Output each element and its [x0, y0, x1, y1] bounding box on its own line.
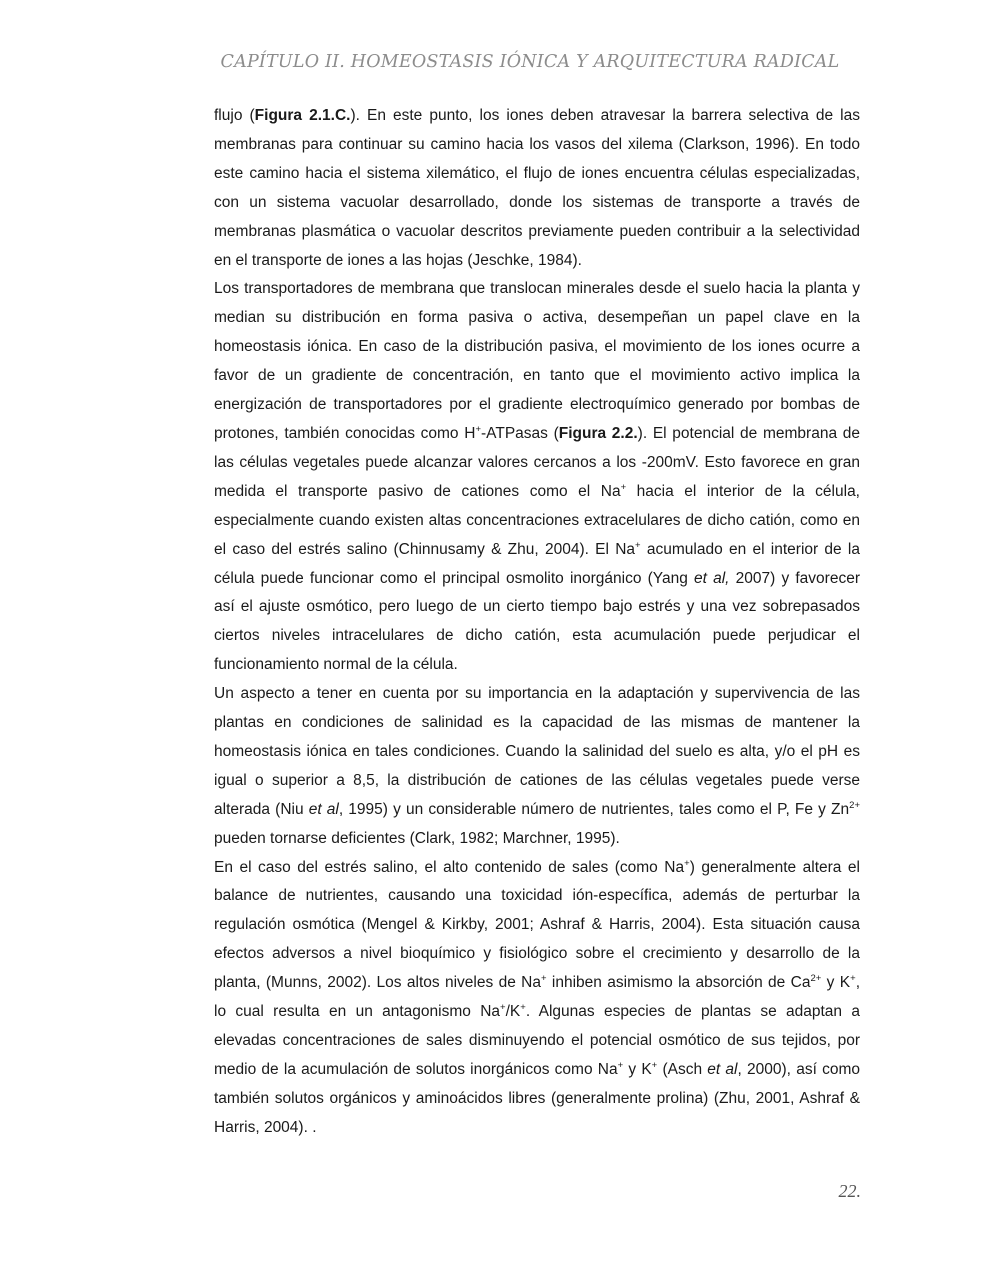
superscript: + — [520, 1002, 526, 1014]
text-run: 2007) y favorecer así el ajuste osmótico, pero luego de un cierto tiempo bajo estrés y una vez sobrepasados ciertos niveles intracelulares de dicho catión, esta acumulación puede perjudicar el funcionamiento normal de la célula. — [214, 569, 860, 674]
text-run: ). El potencial de membrana de las células vegetales puede alcanzar valores cercanos a los -200mV. Esto favorece en gran medida el transporte pasivo de cationes como el Na — [214, 424, 860, 500]
text-run: -ATPasas ( — [481, 424, 559, 442]
text-run: Un aspecto a tener en cuenta por su importancia en la adaptación y supervivencia de las plantas en condiciones de salinidad es la capacidad de las mismas de mantener la homeostasis iónica en tales condiciones. Cuando la salinidad del suelo es alta, y/o el pH es igual o superior a 8,5, la distribución de cationes de las células vegetales puede verse alterada (Niu — [214, 685, 860, 818]
figure-reference: Figura 2.1.C. — [254, 107, 351, 124]
text-run: En el caso del estrés salino, el alto contenido de sales (como Na — [214, 858, 685, 876]
text-run: y K — [821, 974, 851, 992]
superscript: 2+ — [810, 973, 822, 985]
text-run: acumulado en el interior de la célula puede funcionar como el principal osmolito inorgánico (Yang — [214, 540, 860, 587]
paragraph-1 — [214, 102, 860, 275]
text-run: (Asch — [657, 1060, 708, 1078]
text-run: y K — [623, 1060, 652, 1078]
figure-reference: Figura 2.2. — [558, 424, 638, 442]
superscript: 2+ — [849, 799, 860, 811]
italic-text: et al — [707, 1060, 738, 1078]
superscript: + — [651, 1059, 658, 1071]
paragraph-3 — [214, 680, 860, 853]
paragraph-2 — [214, 275, 860, 680]
text-run: flujo ( — [214, 107, 255, 124]
paragraph-4 — [214, 854, 860, 1143]
italic-text: et al, — [694, 569, 730, 587]
text-run: hacia el interior de la célula, especialmente cuando existen altas concentraciones extracelulares de dicho catión, como en el caso del estrés salino (Chinnusamy & Zhu, 2004). El Na — [214, 482, 860, 558]
text-run: , 2000), así como también solutos orgánicos y aminoácidos libres (generalmente prolina) (Zhu, 2001, Ashraf & Harris, 2004). . — [214, 1060, 860, 1136]
text-run: . Algunas especies de plantas se adaptan a elevadas concentraciones de sales disminuyendo el potencial osmótico de sus tejidos, por medio de la acumulación de solutos inorgánicos como Na — [214, 1003, 860, 1078]
superscript: + — [475, 423, 481, 435]
superscript: + — [850, 973, 856, 985]
superscript: + — [635, 539, 641, 551]
text-run: ). En este punto, los iones deben atravesar la barrera selectiva de las membranas para continuar su camino hacia los vasos del xilema (Clarkson, 1996). En todo este camino hacia el sistema xilemático, el flujo de iones encuentra células especializadas, con un sistema vacuolar desarrollado, donde los sistemas de transporte a través de membranas plasmática o vacuolar descritos previamente pueden contribuir a la selectividad en el transporte de iones a las hojas (Jeschke, 1984). — [214, 107, 860, 269]
text-run: ) generalmente altera el balance de nutrientes, causando una toxicidad ión-específica, además de perturbar la regulación osmótica (Mengel & Kirkby, 2001; Ashraf & Harris, 2004). Esta situación causa efectos adversos a nivel bioquímico y fisiológico sobre el crecimiento y desarrollo de la planta, (Munns, 2002). Los altos niveles de Na — [214, 858, 860, 992]
superscript: + — [500, 1002, 506, 1014]
running-header: CAPÍTULO II. HOMEOSTASIS IÓNICA Y ARQUITECTURA RADICAL — [220, 52, 840, 72]
superscript: + — [541, 973, 547, 985]
superscript: + — [620, 481, 627, 493]
body-text — [214, 102, 860, 1143]
italic-text: et al — [308, 800, 339, 818]
text-run: /K — [505, 1003, 521, 1021]
text-run: Los transportadores de membrana que translocan minerales desde el suelo hacia la planta y median su distribución en forma pasiva o activa, desempeñan un papel clave en la homeostasis iónica. En caso de la distribución pasiva, el movimiento de los iones ocurre a favor de un gradiente de concentración, en tanto que el movimiento activo implica la energización de transportadores por el gradiente electroquímico generado por bombas de protones, también conocidas como H — [214, 280, 860, 442]
text-run: pueden tornarse deficientes (Clark, 1982; Marchner, 1995). — [214, 829, 620, 847]
superscript: + — [617, 1059, 624, 1071]
page-number: 22. — [838, 1181, 861, 1201]
text-run: inhiben asimismo la absorción de Ca — [546, 974, 811, 992]
text-run: , lo cual resulta en un antagonismo Na — [214, 974, 860, 1021]
text-run: , 1995) y un considerable número de nutrientes, tales como el P, Fe y Zn — [338, 800, 850, 818]
superscript: + — [684, 857, 690, 869]
